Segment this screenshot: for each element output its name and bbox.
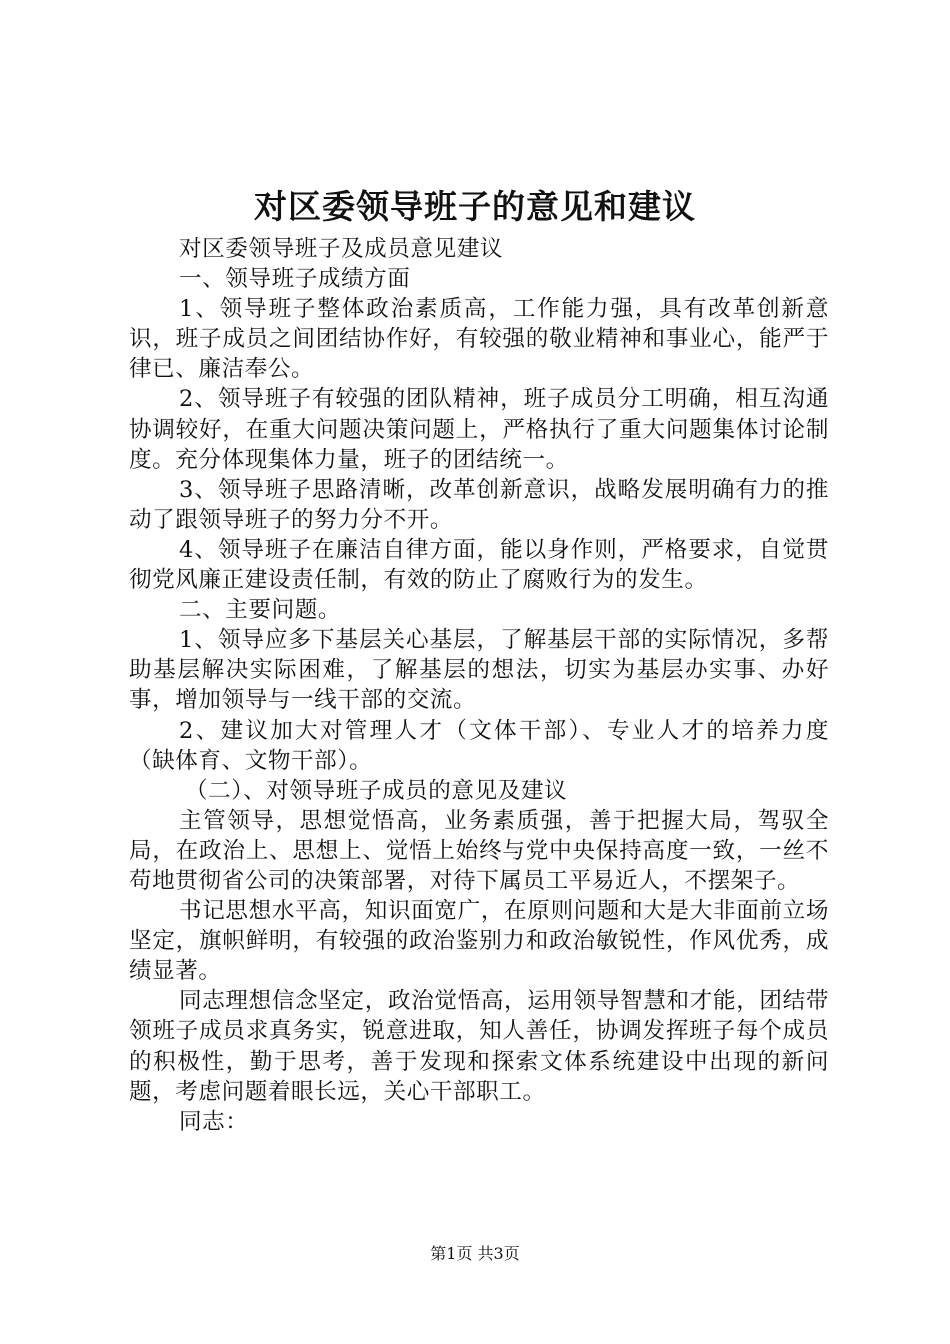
paragraph-achievement-4: 4、领导班子在廉洁自律方面，能以身作则，严格要求，自觉贯彻党风廉正建设责任制，有效的防止了腐败行为的发生。: [129, 536, 829, 594]
section-heading-problems: 二、主要问题。: [179, 597, 342, 624]
paragraph-member-4: 同志：: [179, 1108, 249, 1135]
paragraph-achievement-3: 3、领导班子思路清晰，改革创新意识，战略发展明确有力的推动了跟领导班子的努力分不开。: [129, 476, 829, 533]
section-heading-achievements: 一、领导班子成绩方面: [179, 266, 411, 293]
paragraph-achievement-2: 2、领导班子有较强的团队精神，班子成员分工明确，相互沟通协调较好，在重大问题决策问题上，严格执行了重大问题集体讨论制度。充分体现集体力量，班子的团结统一。: [129, 386, 829, 473]
paragraph-member-3: 同志理想信念坚定，政治觉悟高，运用领导智慧和才能，团结带领班子成员求真务实，锐意进取，知人善任，协调发挥班子每个成员的积极性，勤于思考，善于发现和探索文体系统建设中出现的新问题，考虑问题着眼长远，关心干部职工。: [129, 988, 829, 1105]
paragraph-intro: 对区委领导班子及成员意见建议: [179, 236, 504, 262]
document-body: [129, 234, 829, 1137]
paragraph-problem-2: 2、建议加大对管理人才（文体干部）、专业人才的培养力度（缺体育、文物干部）。: [129, 717, 829, 774]
paragraph-problem-1: 1、领导应多下基层关心基层，了解基层干部的实际情况，多帮助基层解决实际困难，了解基层的想法，切实为基层办实事、办好事，增加领导与一线干部的交流。: [129, 627, 829, 714]
page-footer: 第1页 共3页: [430, 1244, 520, 1263]
document-title: 对区委领导班子的意见和建议: [254, 187, 696, 226]
paragraph-member-2: 书记思想水平高，知识面宽广，在原则问题和大是大非面前立场坚定，旗帜鲜明，有较强的政治鉴别力和政治敏锐性，作风优秀，成绩显著。: [129, 898, 829, 985]
paragraph-member-1: 主管领导，思想觉悟高，业务素质强，善于把握大局，驾驭全局，在政治上、思想上、觉悟上始终与党中央保持高度一致，一丝不苟地贯彻省公司的决策部署，对待下属员工平易近人，不摆架子。: [129, 807, 829, 894]
paragraph-achievement-1: 1、领导班子整体政治素质高，工作能力强，具有改革创新意识，班子成员之间团结协作好，有较强的敬业精神和事业心，能严于律已、廉洁奉公。: [129, 296, 829, 383]
section-heading-member-opinions: （二）、对领导班子成员的意见及建议: [185, 777, 568, 804]
